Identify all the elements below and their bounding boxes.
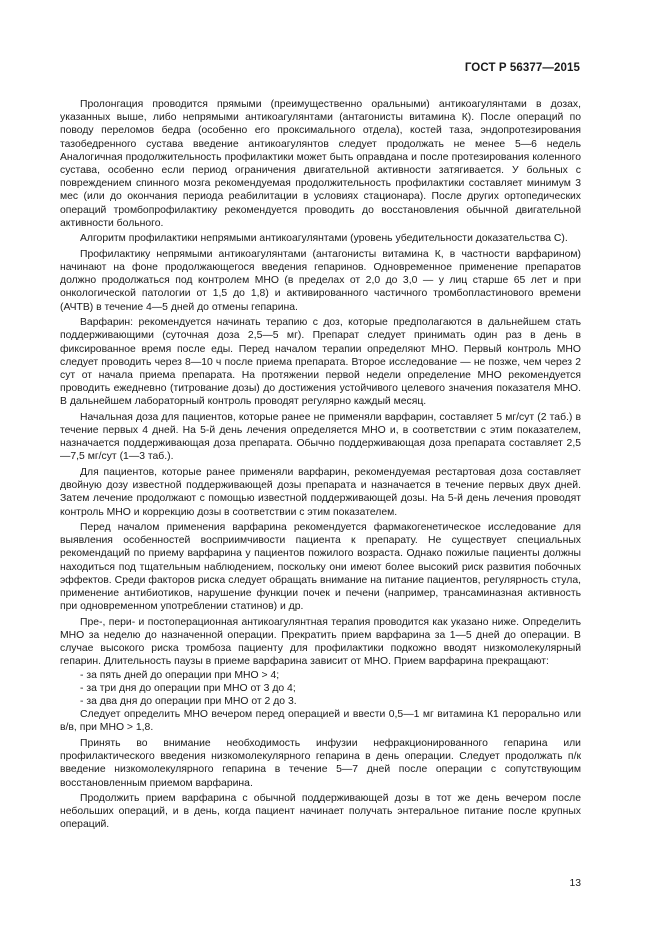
paragraph-initial-dose: Начальная доза для пациентов, которые ранее не применяли варфарин, составляет 5 мг/сут (2 таб.) в течение первых 4 дней. На 5-й день лечения определяется МНО и, в соответствии с этим показателем, назначается поддерживающая доза препарата. Обычно поддерживающая доза препарата составляет 2,5—7,5 мг/сут (1—3 таб.). [60,411,581,463]
document-body [60,98,581,834]
paragraph-restart-dose: Для пациентов, которые ранее применяли варфарин, рекомендуемая рестартовая доза составляет двойную дозу известной поддерживающей дозы препарата и назначается в течение первых двух дней. Затем лечение продолжают с помощью известной поддерживающей дозы. На 5-й день лечения проводят контроль МНО и коррекцию дозы в соответствии с этим показателем. [60,466,581,518]
paragraph-warfarin-start: Варфарин: рекомендуется начинать терапию с доз, которые предполагаются в дальнейшем стать поддерживающими (суточная доза 2,5—5 мг). Препарат следует принимать один раз в день в фиксированное время после еды. Перед началом терапии определяют МНО. Первый контроль МНО следует проводить через 8—10 ч после приема препарата. Второе исследование — не позже, чем через 2 сут от начала приема препарата. На протяжении первой недели определение МНО рекомендуется проводить ежедневно (титрование дозы) до достижения устойчивого целевого значения показателя МНО. В дальнейшем лабораторный контроль проводят регулярно каждый месяц. [60,317,581,408]
paragraph-algorithm-heading: Алгоритм профилактики непрямыми антикоагулянтами (уровень убедительности доказательства С). [80,233,568,245]
paragraph-continue-warfarin: Продолжить прием варфарина с обычной поддерживающей дозы в тот же день вечером после небольших операций, и в день, когда пациент начинает получать энтеральное питание после крупных операций. [60,793,581,831]
list-item: - за пять дней до операции при МНО > 4; [80,669,280,681]
paragraph-perioperative: Пре-, пери- и постоперационная антикоагулянтная терапия проводится как указано ниже. Определить МНО за неделю до назначенной операции. Прекратить прием варфарина за 1—5 дней до операции. В случае высокого риска тромбоза пациенту для профилактики подкожно вводят низкомолекулярный гепарин. Длительность паузы в приеме варфарина зависит от МНО. Прием варфарина прекращают: [60,616,581,668]
paragraph-heparin-infusion: Принять во внимание необходимость инфузии нефракционированного гепарина или профилактического введения низкомолекулярного гепарина в день операции. Следует продолжать п/к введение низкомолекулярного гепарина в течение 5—7 дней после операции с сопутствующим восстановленным приемом варфарина. [60,737,581,789]
paragraph-vitamin-k: Следует определить МНО вечером перед операцией и ввести 0,5—1 мг витамина К1 перорально или в/в, при МНО > 1,8. [60,709,581,734]
paragraph-pharmacogenetics: Перед началом применения варфарина рекомендуется фармакогенетическое исследование для выявления особенностей восприимчивости пациента к препарату. Не существует специальных рекомендаций по приему варфарина у пациентов пожилого возраста. Однако пожилые пациенты должны находиться под тщательным наблюдением, поскольку они имеют более высокий риск развития побочных эффектов. Среди факторов риска следует обращать внимание на питание пациентов, регулярность стула, применение антибиотиков, нарушение функции почек и печени (например, трансаминазная активность при одновременном употреблении статинов) и др. [60,522,581,613]
paragraph-prolongation: Пролонгация проводится прямыми (преимущественно оральными) антикоагулянтами в дозах, указанных выше, либо непрямыми антикоагулянтами (антагонисты витамина К). После операций по поводу переломов бедра (особенно его проксимального отдела), костей таза, эндопротезирования тазобедренного сустава введение антикоагулянтов следует продолжать не менее 5—6 недель Аналогичная продолжительность профилактики может быть оправдана и после протезирования коленного сустава, особенно если период ограничения двигательной активности затягивается. У больных с повреждением спинного мозга рекомендуемая продолжительность профилактики составляет минимум 3 мес (или до окончания периода реабилитации в условиях стационара). После других ортопедических операций тромбопрофилактику рекомендуется проводить до восстановления обычной двигательной активности больного. [60,99,581,229]
list-item: - за три дня до операции при МНО от 3 до 4; [80,682,296,694]
document-header-code: ГОСТ Р 56377—2015 [464,62,580,74]
page-number: 13 [569,878,581,889]
paragraph-indirect-anticoagulants: Профилактику непрямыми антикоагулянтами (антагонисты витамина К, в частности варфарином) начинают на фоне продолжающегося введения гепаринов. Одновременное применение препаратов должно продолжаться под контролем МНО (в пределах от 2,0 до 3,0 — у лиц старше 65 лет и при онкологической патологии от 1,5 до 1,8) и активированного частичного тромбопластинового времени (АЧТВ) в течение 4—5 дней до отмены гепарина. [60,248,581,313]
list-item: - за два дня до операции при МНО от 2 до 3. [80,696,297,708]
